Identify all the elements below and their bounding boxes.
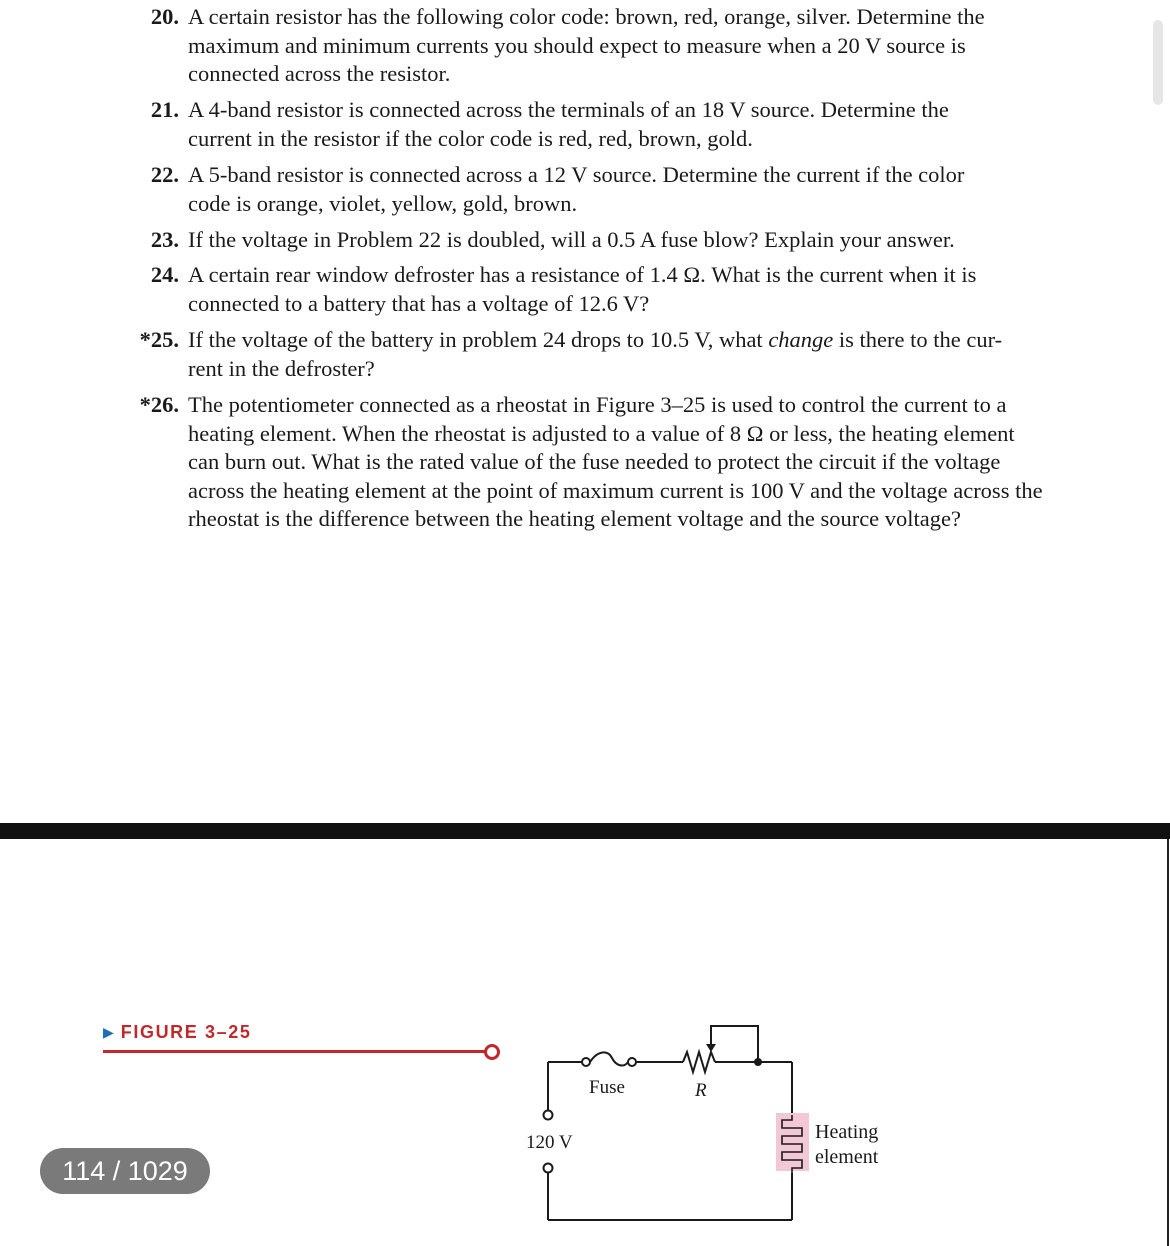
problem-number: 22. (150, 162, 179, 187)
heating-element-body (776, 1113, 809, 1171)
page-divider (0, 823, 1170, 839)
scrollbar-thumb[interactable] (1153, 20, 1163, 105)
figure-rule-end-circle (484, 1044, 500, 1060)
source-label: 120 V (526, 1132, 573, 1153)
heating-label-line2: element (815, 1146, 879, 1168)
problem-number: *25. (139, 327, 179, 352)
problem-23: 23. If the voltage in Problem 22 is doubled, will a 0.5 A fuse blow? Explain your answer. (188, 226, 1088, 255)
fuse-terminal-left (582, 1058, 590, 1066)
wiper-arrow-head (706, 1044, 716, 1052)
problem-number: 23. (150, 227, 179, 252)
terminal-top (544, 1111, 553, 1120)
page-indicator[interactable]: 114 / 1029 (40, 1148, 210, 1194)
problem-20: 20. A certain resistor has the following color code: brown, red, orange, silver. Determine the maximum and minimum currents you should expect to measure when a 20 V source is connected across the resistor. (150, 4, 985, 86)
terminal-bottom (544, 1164, 553, 1173)
fuse-element (590, 1052, 628, 1065)
fuse-terminal-right (628, 1058, 636, 1066)
page-edge (1167, 839, 1169, 1246)
play-triangle-icon: ▶ (103, 1024, 114, 1040)
problem-25: *25. If the voltage of the battery in problem 24 drops to 10.5 V, what change is there to the cur- rent in the defroster? (139, 327, 1003, 381)
figure-rule (103, 1050, 486, 1053)
problem-number: 24. (150, 262, 179, 287)
emphasis-change: change (768, 327, 834, 352)
fuse-label: Fuse (589, 1077, 625, 1098)
problem-26: *26. The potentiometer connected as a rheostat in Figure 3–25 is used to control the current to a heating element. When the rheostat is adjusted to a value of 8 Ω or less, the heating element can burn out. What is the rated value of the fuse needed to protect the circuit if the voltage across the heating element at the point of maximum current is 100 V and the voltage across the rheostat is the difference between the heating element voltage and the source voltage? (139, 392, 1043, 531)
problem-number: 20. (150, 4, 179, 29)
junction-dot (754, 1058, 762, 1066)
circuit-diagram (500, 1010, 900, 1230)
heating-label-line1: Heating (815, 1121, 879, 1143)
problem-22: 22. A 5-band resistor is connected across a 12 V source. Determine the current if the color code is orange, violet, yellow, gold, brown. (150, 162, 965, 216)
figure-label: ▶ FIGURE 3–25 (103, 1022, 252, 1042)
resistor-label: R (695, 1080, 707, 1101)
rheostat-zigzag (683, 1052, 715, 1072)
problem-24: 24. A certain rear window defroster has a resistance of 1.4 Ω. What is the current when it is connected to a battery that has a voltage of 12.6 V? (150, 262, 977, 316)
problem-number: *26. (139, 392, 179, 417)
problem-21: 21. A 4-band resistor is connected across the terminals of an 18 V source. Determine the current in the resistor if the color code is red, red, brown, gold. (150, 97, 949, 151)
wiper-wire (711, 1026, 758, 1062)
problem-number: 21. (150, 97, 179, 122)
